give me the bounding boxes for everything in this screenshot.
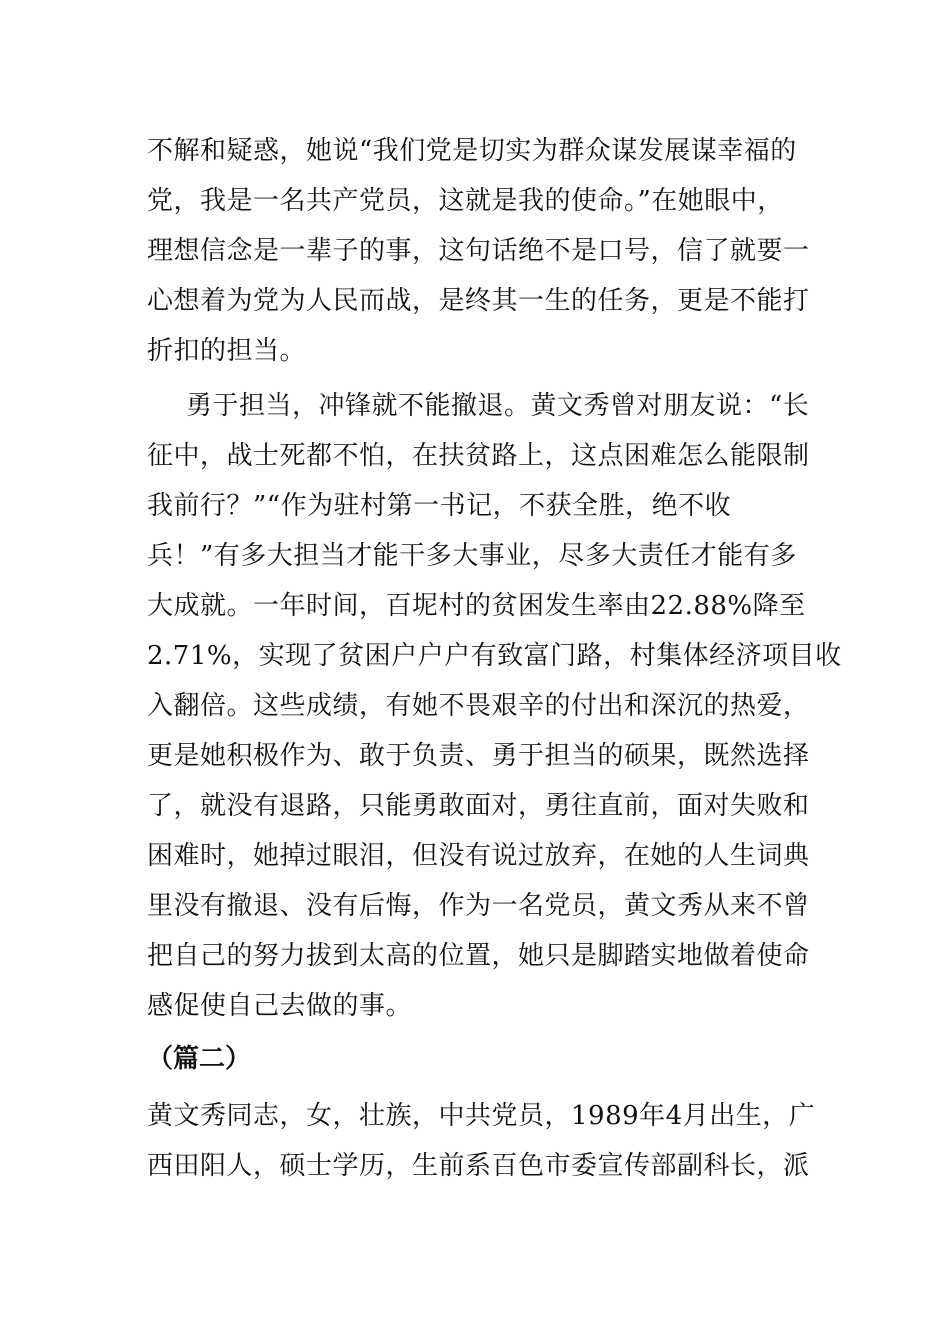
text-line: 更是她积极作为、敢于负责、勇于担当的硕果，既然选择 [147, 741, 810, 771]
text-line: 我前行？”“作为驻村第一书记，不获全胜，绝不收 [147, 491, 732, 521]
text-line: 感促使自己去做的事。 [147, 991, 413, 1021]
text-line: 了，就没有退路，只能勇敢面对，勇往直前，面对失败和 [147, 791, 810, 821]
text-line: 里没有撤退、没有后悔，作为一名党员，黄文秀从来不曾 [147, 891, 810, 921]
text-line: 理想信念是一辈子的事，这句话绝不是口号，信了就要一 [147, 236, 810, 266]
text-line: 入翻倍。这些成绩，有她不畏艰辛的付出和深沉的热爱， [147, 691, 810, 721]
text-line: 2.71%，实现了贫困户户户有致富门路，村集体经济项目收 [147, 641, 842, 671]
text-line: 大成就。一年时间，百坭村的贫困发生率由22.88%降至 [147, 591, 806, 621]
text-line: 党，我是一名共产党员，这就是我的使命。”在她眼中， [147, 186, 784, 216]
text-line: 黄文秀同志，女，壮族，中共党员，1989年4月出生，广 [147, 1101, 816, 1131]
text-line: 勇于担当，冲锋就不能撤退。黄文秀曾对朋友说：“长 [186, 391, 810, 421]
text-line: 兵！”有多大担当才能干多大事业，尽多大责任才能有多 [147, 541, 797, 571]
text-line: 困难时，她掉过眼泪，但没有说过放弃，在她的人生词典 [147, 841, 810, 871]
section-heading: （篇二） [147, 1044, 252, 1074]
text-line: 心想着为党为人民而战，是终其一生的任务，更是不能打 [147, 286, 810, 316]
text-line: 不解和疑惑，她说“我们党是切实为群众谋发展谋幸福的 [147, 136, 797, 166]
text-line: 征中，战士死都不怕，在扶贫路上，这点困难怎么能限制 [147, 441, 810, 471]
text-line: 西田阳人，硕士学历，生前系百色市委宣传部副科长，派 [147, 1151, 810, 1181]
text-line: 折扣的担当。 [147, 336, 307, 366]
text-line: 把自己的努力拔到太高的位置，她只是脚踏实地做着使命 [147, 941, 810, 971]
